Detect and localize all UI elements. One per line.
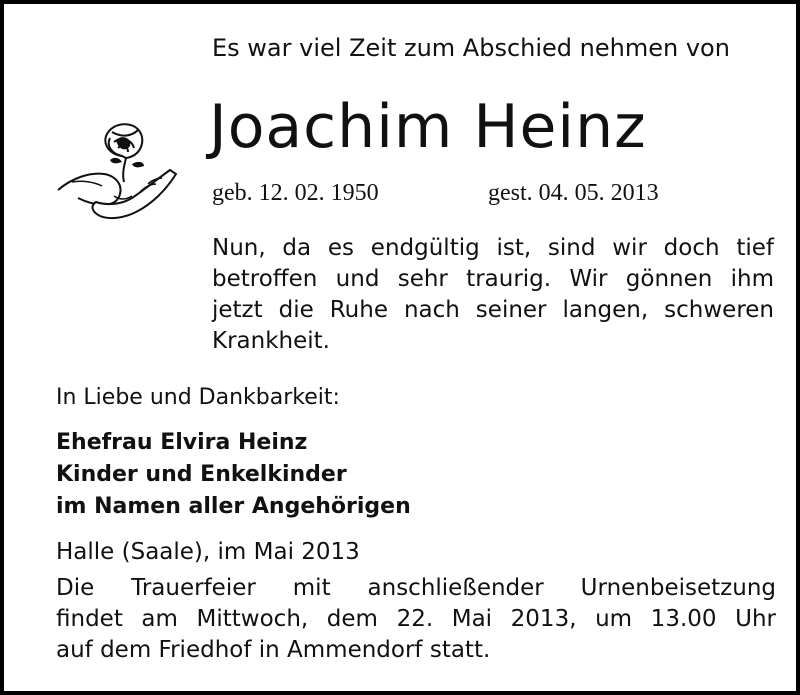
signatories [56,427,411,523]
deceased-name: Joachim Heinz [209,92,647,162]
message-line: Nun, da es endgültig ist, sind wir doch tief [212,235,774,261]
ceremony-line: findet am Mittwoch, dem 22. Mai 2013, um 13.00 Uhr [56,606,776,632]
ceremony-line: auf dem Friedhof in Ammendorf statt. [56,637,491,663]
ceremony-paragraph [56,573,776,666]
intro-line: Es war viel Zeit zum Abschied nehmen von [212,34,730,62]
message-line: Krankheit. [212,328,330,354]
message-paragraph [212,233,774,357]
death-date: gest. 04. 05. 2013 [488,180,659,206]
birth-date: geb. 12. 02. 1950 [212,180,379,206]
place-date: Halle (Saale), im Mai 2013 [56,539,360,565]
signatory-line: Kinder und Enkelkinder [56,462,347,487]
closing-line: In Liebe und Dankbarkeit: [56,385,340,410]
signatory-line: Ehefrau Elvira Heinz [56,430,308,455]
message-line: jetzt die Ruhe nach seiner langen, schweren [212,297,774,323]
signatory-line: im Namen aller Angehörigen [56,494,411,519]
hands-holding-rose-icon [52,116,182,231]
ceremony-line: Die Trauerfeier mit anschließender Urnenbeisetzung [56,575,776,601]
message-line: betroffen und sehr traurig. Wir gönnen ihm [212,266,774,292]
